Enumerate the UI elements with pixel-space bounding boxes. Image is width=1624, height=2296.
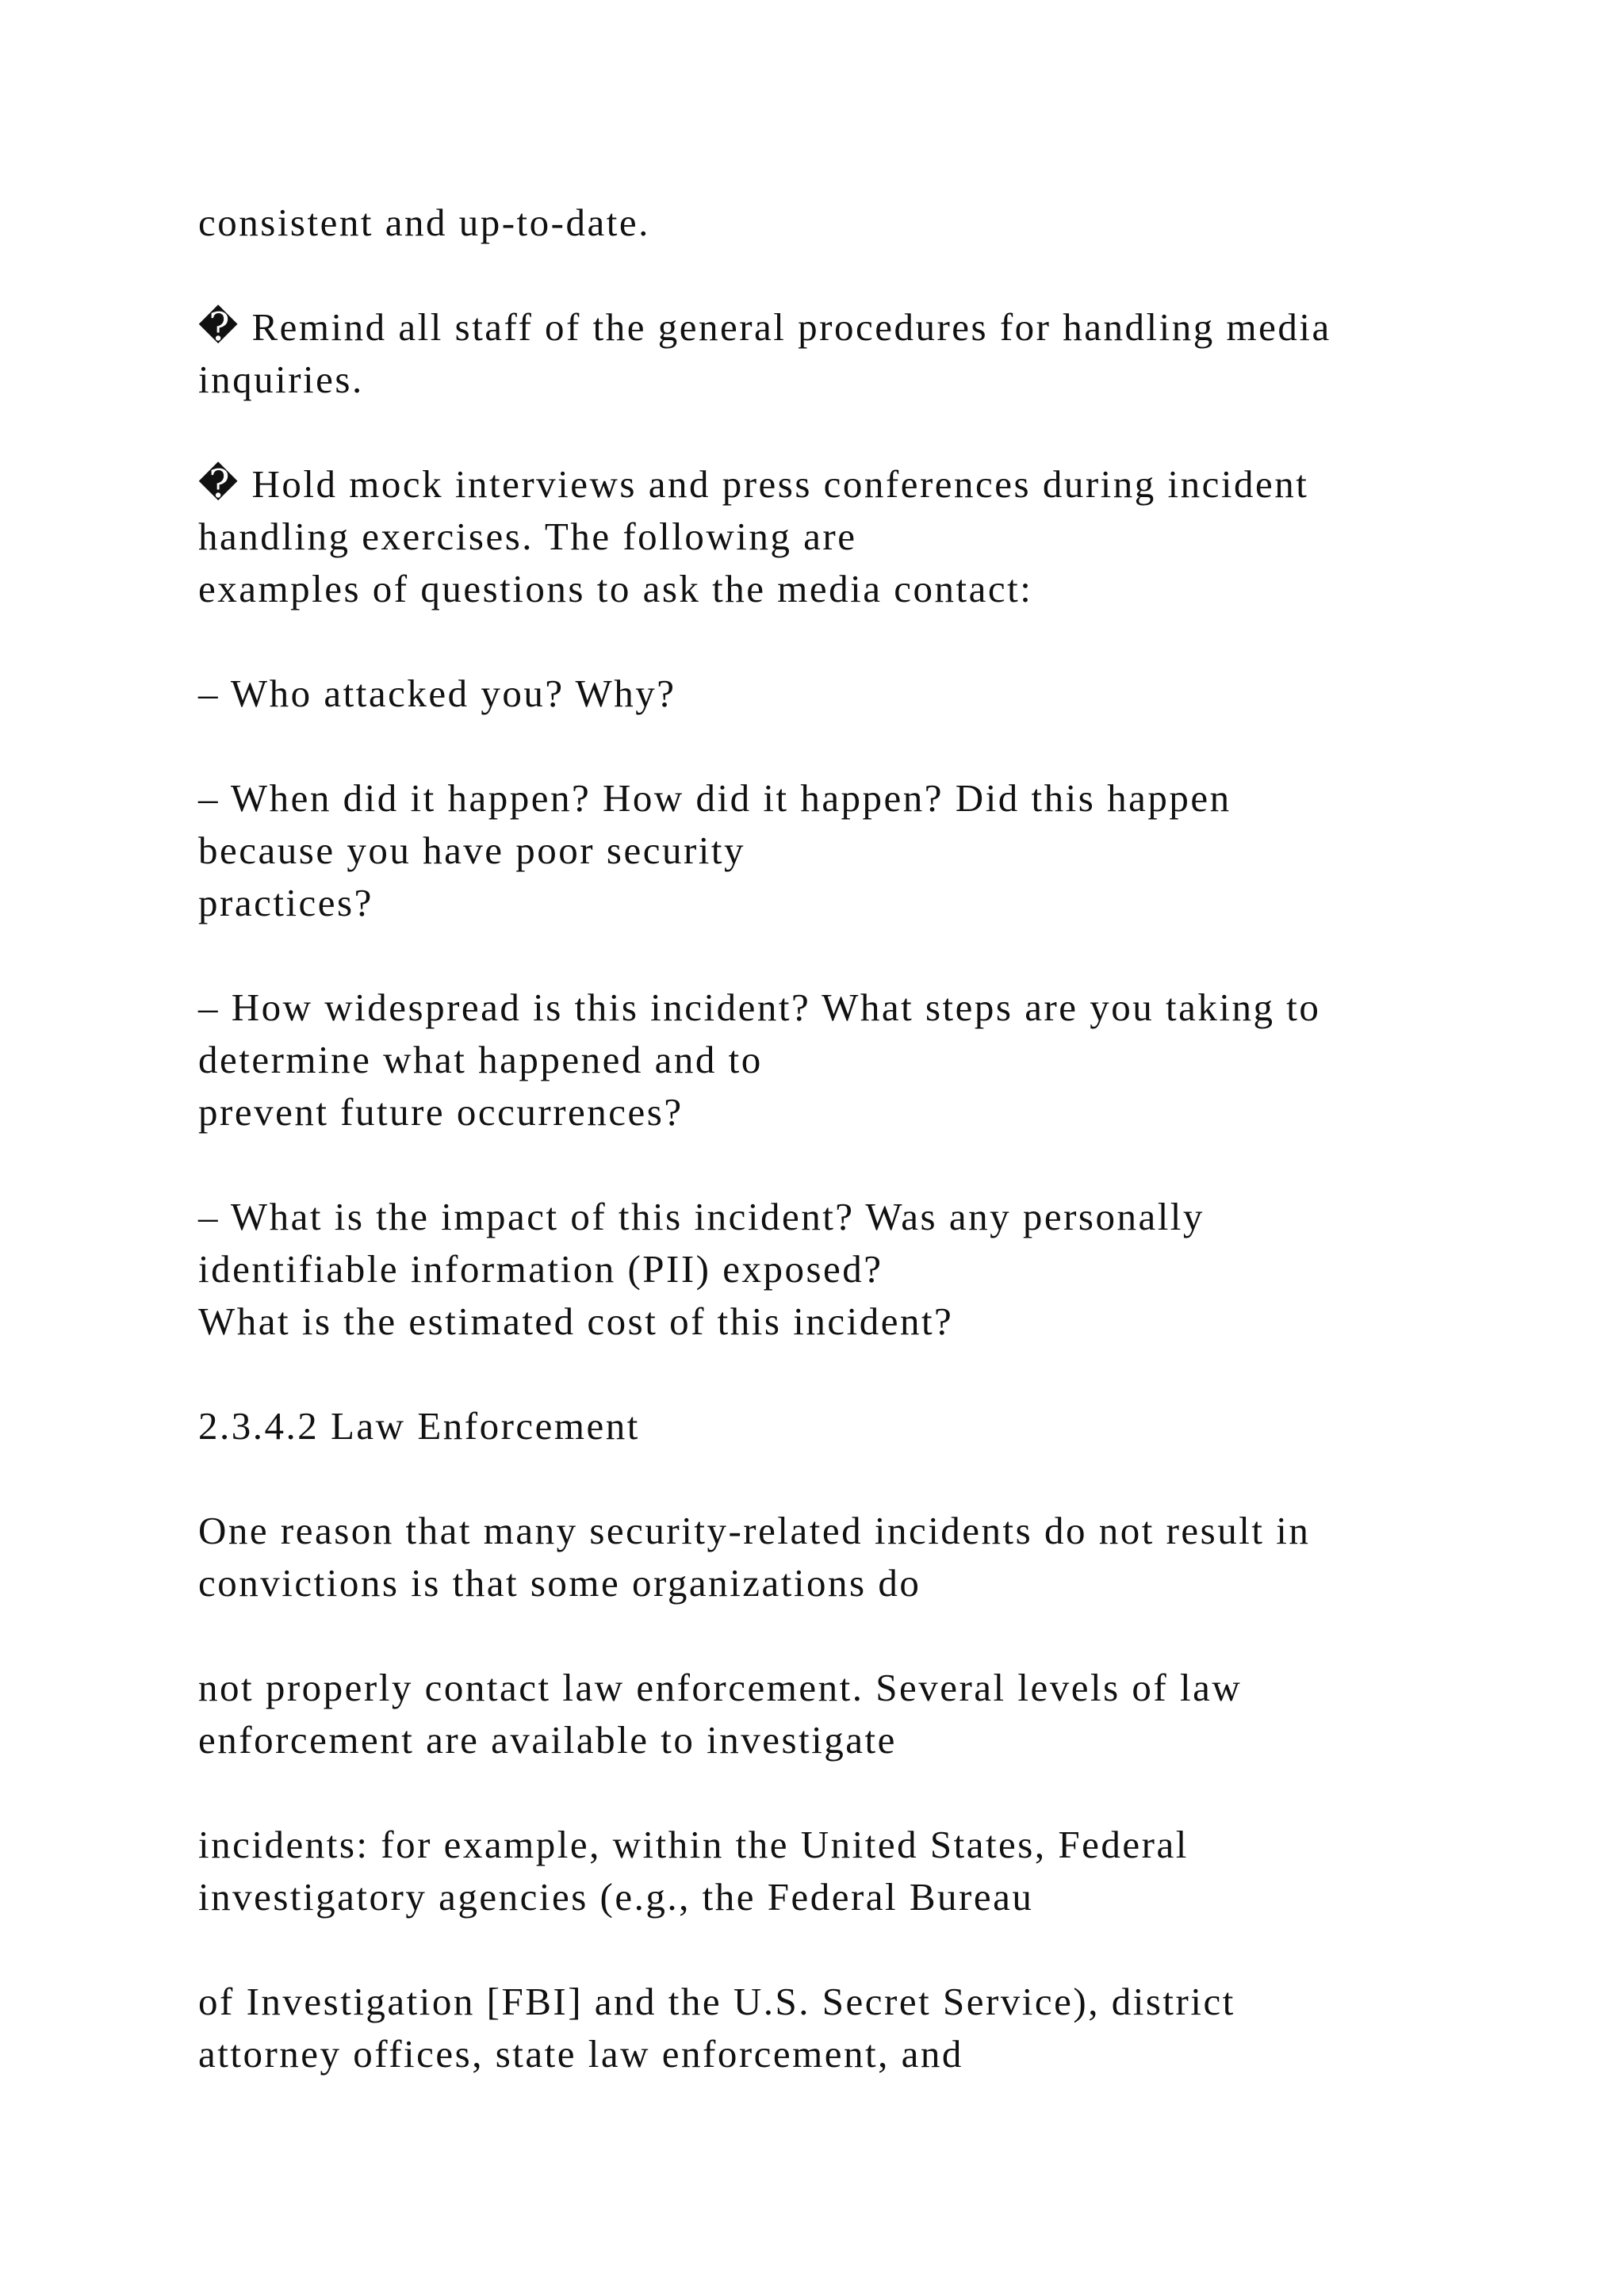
text-line: examples of questions to ask the media contact: xyxy=(198,567,1033,610)
question-line: – How widespread is this incident? What steps are you taking to xyxy=(198,985,1321,1029)
question-line: – When did it happen? How did it happen? Did this happen xyxy=(198,776,1231,820)
question-line: – What is the impact of this incident? Was any personally xyxy=(198,1195,1205,1238)
text-line: One reason that many security-related incidents do not result in xyxy=(198,1509,1311,1552)
text-line: What is the estimated cost of this incident? xyxy=(198,1299,954,1343)
text-line: incidents: for example, within the United States, Federal xyxy=(198,1823,1189,1866)
question-line: – Who attacked you? Why? xyxy=(198,672,676,715)
text-line: determine what happened and to xyxy=(198,1038,763,1081)
text-line: because you have poor security xyxy=(198,828,745,872)
bullet-text-line: � Hold mock interviews and press conferences during incident xyxy=(198,462,1309,506)
text-line: handling exercises. The following are xyxy=(198,515,857,558)
text-line: practices? xyxy=(198,881,373,924)
text-line: investigatory agencies (e.g., the Federal Bureau xyxy=(198,1875,1034,1919)
text-line: identifiable information (PII) exposed? xyxy=(198,1247,883,1291)
text-line: prevent future occurrences? xyxy=(198,1090,684,1134)
text-line: consistent and up-to-date. xyxy=(198,201,650,244)
text-line: inquiries. xyxy=(198,358,364,401)
bullet-text-line: � Remind all staff of the general procedures for handling media xyxy=(198,305,1331,349)
text-line: not properly contact law enforcement. Several levels of law xyxy=(198,1666,1243,1709)
text-line: attorney offices, state law enforcement, and xyxy=(198,2032,963,2076)
text-line: enforcement are available to investigate xyxy=(198,1718,897,1762)
section-heading: 2.3.4.2 Law Enforcement xyxy=(198,1404,640,1448)
text-line: of Investigation [FBI] and the U.S. Secret Service), district xyxy=(198,1980,1235,2023)
text-line: convictions is that some organizations do xyxy=(198,1561,921,1605)
